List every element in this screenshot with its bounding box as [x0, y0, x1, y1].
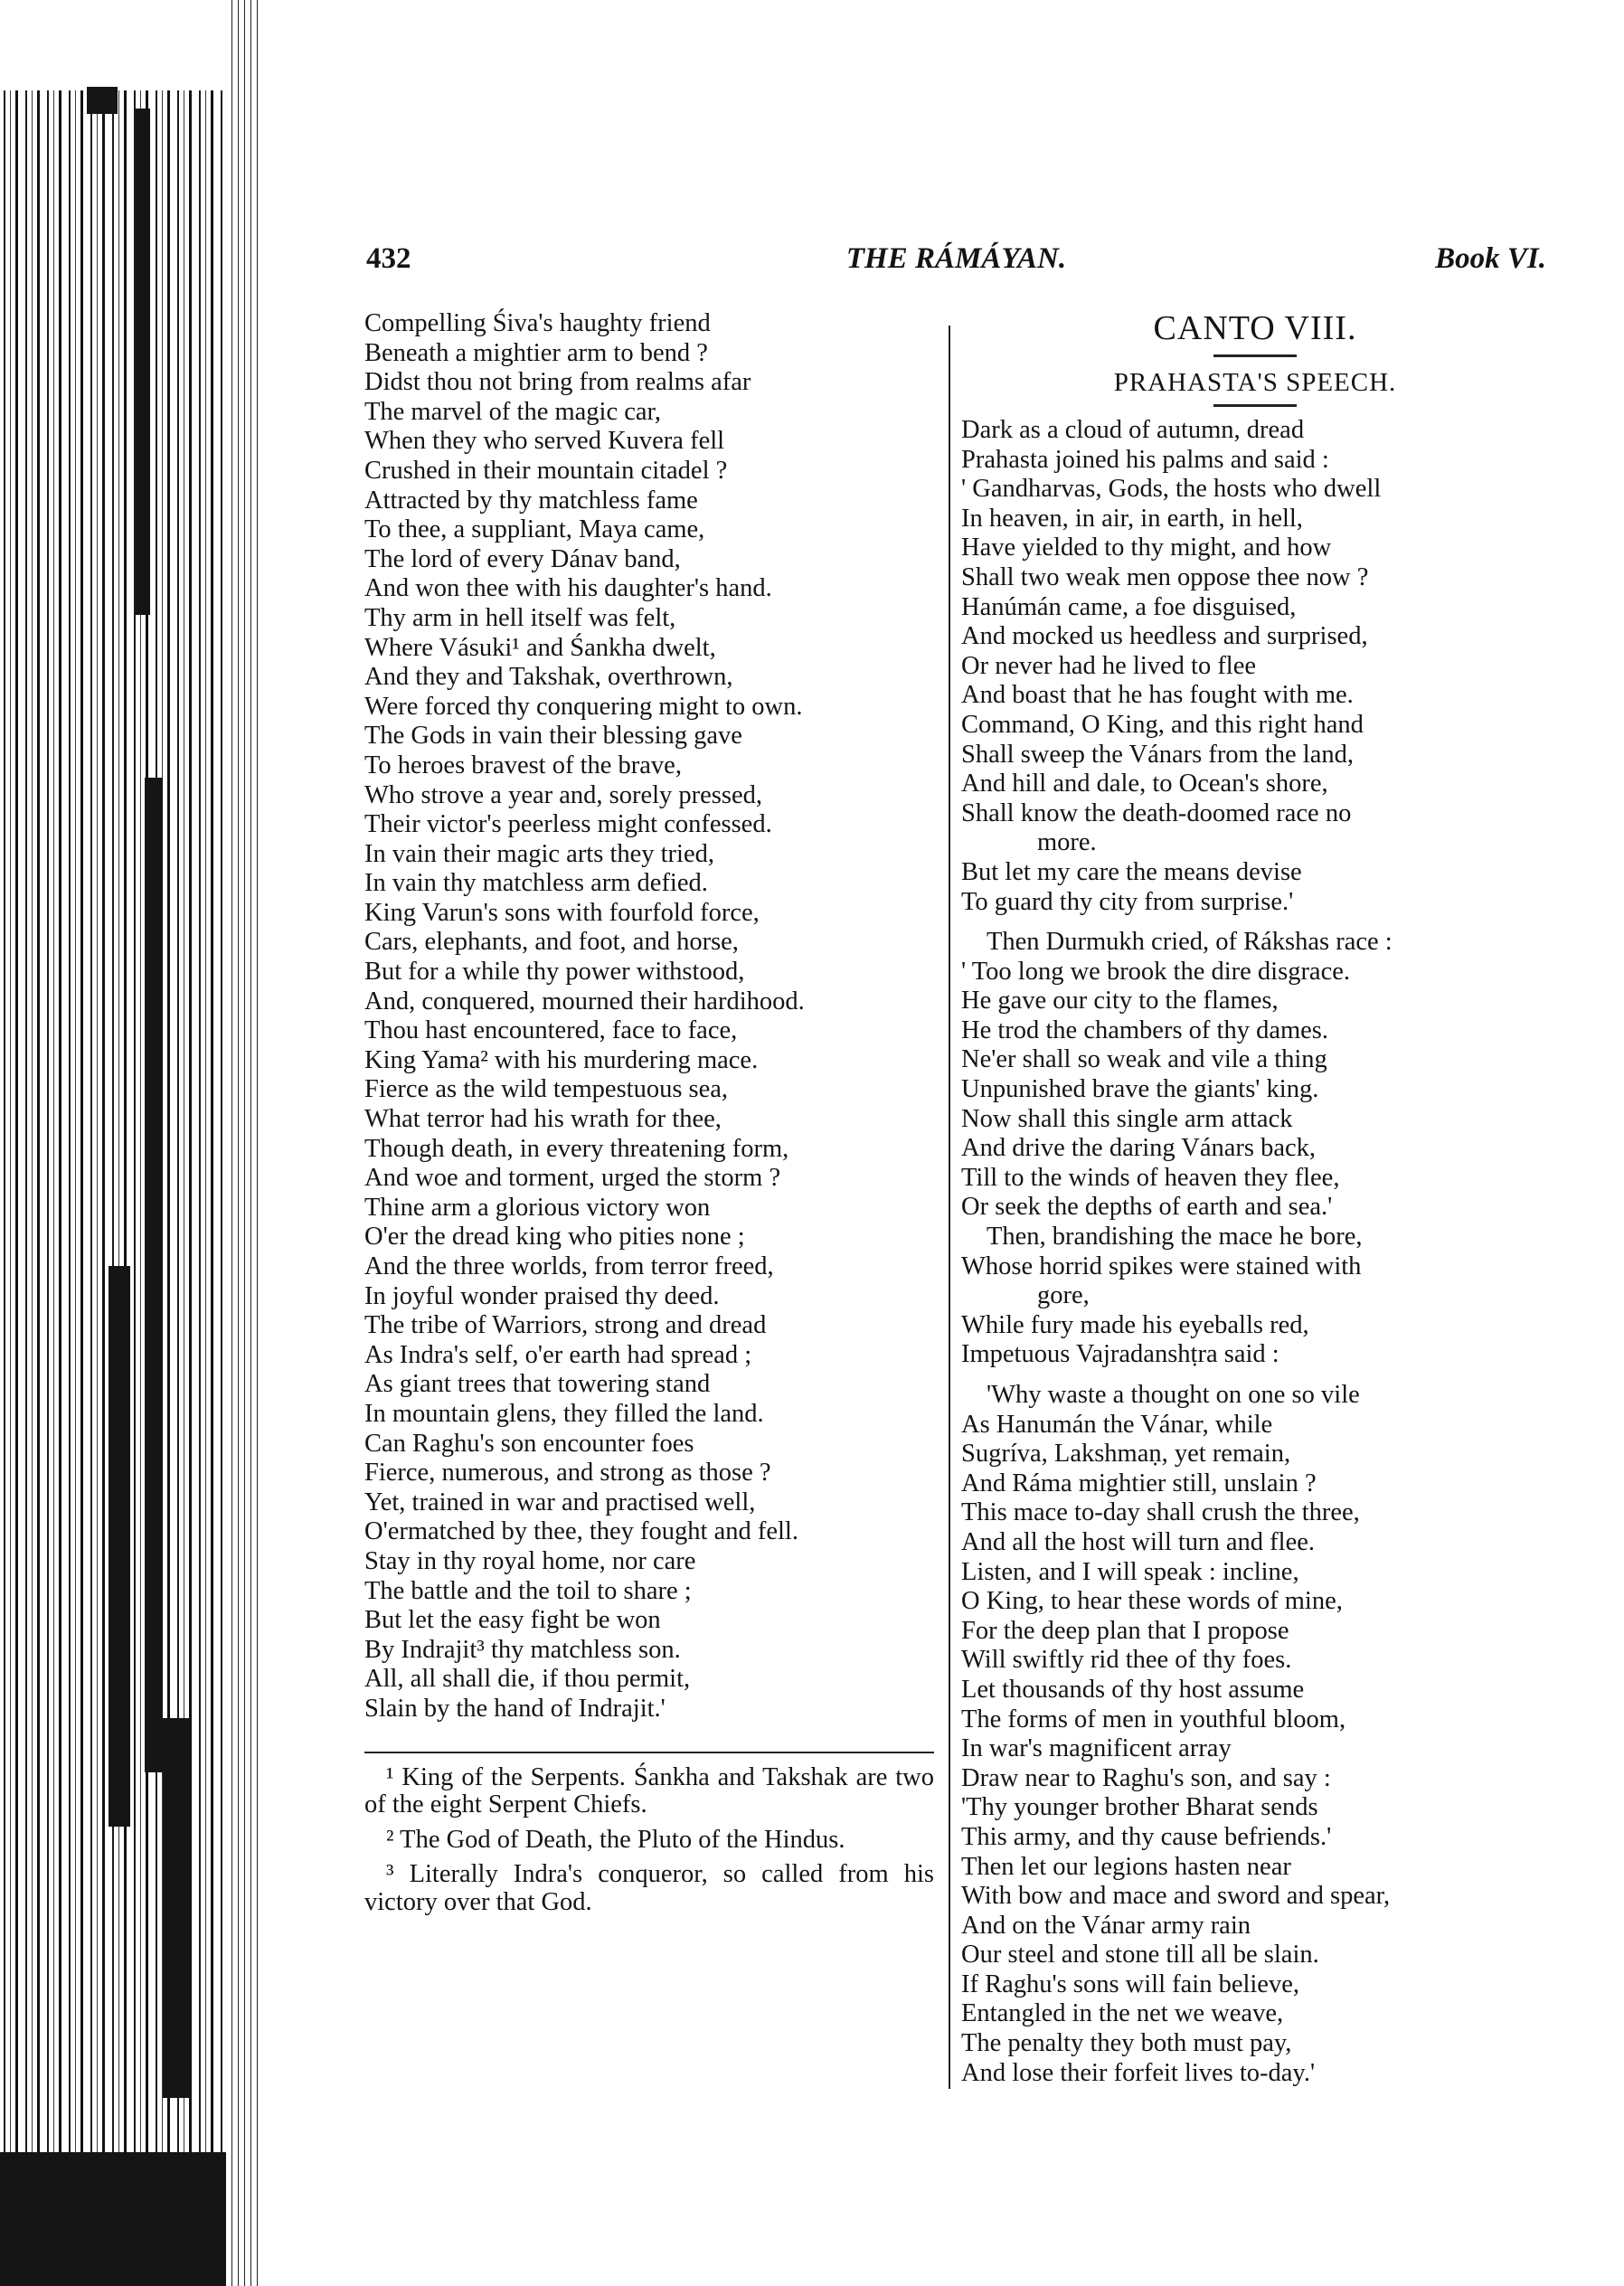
verse-line: Stay in thy royal home, nor care	[364, 1546, 696, 1575]
left-verse	[364, 309, 934, 1724]
verse-line: And boast that he has fought with me.	[961, 681, 1354, 710]
verse-line: Draw near to Raghu's son, and say :	[961, 1763, 1331, 1792]
verse-line: Were forced thy conquering might to own.	[364, 692, 803, 721]
verse-line: Till to the winds of heaven they flee,	[961, 1163, 1340, 1192]
verse-line: Shall sweep the Vánars from the land,	[961, 740, 1354, 769]
verse-line: The marvel of the magic car,	[364, 397, 662, 426]
verse-line: Thy arm in hell itself was felt,	[364, 603, 676, 632]
verse-line: In heaven, in air, in earth, in hell,	[961, 504, 1303, 533]
verse-line: Entangled in the net we weave,	[961, 1999, 1284, 2028]
verse-line: Their victor's peerless might confessed.	[364, 810, 772, 839]
verse-line: Beneath a mightier arm to bend ?	[364, 338, 708, 367]
page-number: 432	[366, 242, 411, 275]
edge-mark	[145, 778, 163, 1772]
verse-line: And, conquered, mourned their hardihood.	[364, 987, 805, 1015]
verse-line: O'er the dread king who pities none ;	[364, 1223, 745, 1252]
verse-line: O King, to hear these words of mine,	[961, 1587, 1343, 1616]
verse-line: Now shall this single arm attack	[961, 1104, 1293, 1133]
verse-line: All, all shall die, if thou permit,	[364, 1665, 691, 1694]
verse-line: By Indrajit³ thy matchless son.	[364, 1635, 681, 1664]
verse-line: Will swiftly rid thee of thy foes.	[961, 1646, 1292, 1675]
column-divider	[949, 326, 950, 2089]
verse-line: And on the Vánar army rain	[961, 1911, 1251, 1940]
verse-line: Compelling Śiva's haughty friend	[364, 309, 711, 337]
verse-line: Then, brandishing the mace he bore,	[987, 1223, 1363, 1252]
edge-mark	[136, 109, 150, 615]
verse-line: Then let our legions hasten near	[961, 1852, 1291, 1881]
verse-line: Fierce as the wild tempestuous sea,	[364, 1075, 729, 1104]
right-column	[961, 307, 1549, 2088]
verse-line: Our steel and stone till all be slain.	[961, 1941, 1319, 1970]
verse-line: Crushed in their mountain citadel ?	[364, 456, 728, 485]
verse-line: What terror had his wrath for thee,	[364, 1105, 722, 1134]
verse-line: As Hanumán the Vánar, while	[961, 1410, 1273, 1439]
verse-line: Though death, in every threatening form,	[364, 1134, 789, 1163]
verse-line: When they who served Kuvera fell	[364, 427, 725, 456]
verse-line: In vain their magic arts they tried,	[364, 839, 714, 868]
verse-line: Thou hast encountered, face to face,	[364, 1016, 738, 1045]
running-title: THE RÁMÁYAN.	[845, 242, 1067, 275]
footnote-3: ³ Literally Indra's conqueror, so called from his victory over that God.	[364, 1860, 934, 1916]
verse-line: The lord of every Dánav band,	[364, 544, 681, 573]
book-label: Book VI.	[1435, 242, 1546, 275]
verse-line: Dark as a cloud of autumn, dread	[961, 416, 1305, 444]
verse-line: gore,	[1037, 1281, 1090, 1310]
subtitle-rule	[1213, 404, 1297, 407]
verse-line: Attracted by thy matchless fame	[364, 486, 698, 515]
verse-line: And won thee with his daughter's hand.	[364, 574, 772, 603]
verse-line: Let thousands of thy host assume	[961, 1675, 1305, 1704]
verse-line: He trod the chambers of thy dames.	[961, 1015, 1328, 1044]
verse-line: Who strove a year and, sorely pressed,	[364, 780, 763, 809]
verse-line: Where Vásuki¹ and Śankha dwelt,	[364, 633, 716, 662]
verse-line: In vain thy matchless arm defied.	[364, 869, 708, 898]
verse-line: To heroes bravest of the brave,	[364, 751, 682, 779]
footnotes	[364, 1764, 934, 1917]
scanned-page-edge	[0, 0, 262, 2286]
verse-line: Then Durmukh cried, of Rákshas race :	[987, 928, 1393, 957]
edge-mark	[109, 1266, 130, 1827]
verse-line: Can Raghu's son encounter foes	[364, 1429, 694, 1458]
verse-line: King Yama² with his murdering mace.	[364, 1045, 759, 1074]
verse-line: If Raghu's sons will fain believe,	[961, 1970, 1299, 1998]
stanza-1	[961, 416, 1549, 917]
verse-line: To thee, a suppliant, Maya came,	[364, 515, 705, 544]
verse-line: Listen, and I will speak : incline,	[961, 1557, 1299, 1586]
edge-mark	[0, 2152, 226, 2286]
verse-line: The battle and the toil to share ;	[364, 1576, 692, 1605]
verse-line: But let the easy fight be won	[364, 1606, 661, 1635]
verse-line: And the three worlds, from terror freed,	[364, 1252, 774, 1280]
left-column	[364, 309, 934, 1923]
verse-line: Yet, trained in war and practised well,	[364, 1488, 756, 1516]
verse-line: He gave our city to the flames,	[961, 987, 1279, 1015]
verse-line: Unpunished brave the giants' king.	[961, 1075, 1319, 1104]
page-header	[366, 242, 1546, 282]
verse-line: Shall two weak men oppose thee now ?	[961, 562, 1369, 591]
stanza-3	[961, 1381, 1549, 2088]
verse-line: And Ráma mightier still, unslain ?	[961, 1469, 1317, 1497]
canto-subtitle: PRAHASTA'S SPEECH.	[1113, 368, 1397, 397]
verse-line: And mocked us heedless and surprised,	[961, 622, 1368, 651]
verse-line: But let my care the means devise	[961, 857, 1302, 886]
verse-line: The penalty they both must pay,	[961, 2029, 1292, 2058]
verse-line: The forms of men in youthful bloom,	[961, 1705, 1346, 1733]
verse-line: O'ermatched by thee, they fought and fell.	[364, 1517, 798, 1546]
verse-line: Hanúmán came, a foe disguised,	[961, 592, 1297, 621]
verse-line: This mace to-day shall crush the three,	[961, 1498, 1360, 1527]
verse-line: With bow and mace and sword and spear,	[961, 1882, 1391, 1911]
verse-line: Didst thou not bring from realms afar	[364, 368, 751, 397]
verse-line: King Varun's sons with fourfold force,	[364, 898, 760, 927]
canto-heading: CANTO VIII.	[1153, 309, 1357, 347]
verse-line: In war's magnificent array	[961, 1734, 1232, 1763]
verse-line: But for a while thy power withstood,	[364, 958, 745, 987]
verse-line: The tribe of Warriors, strong and dread	[364, 1311, 767, 1340]
verse-line: ' Gandharvas, Gods, the hosts who dwell	[961, 475, 1382, 504]
verse-line: 'Thy younger brother Bharat sends	[961, 1793, 1318, 1822]
verse-line: And drive the daring Vánars back,	[961, 1134, 1317, 1163]
verse-line: For the deep plan that I propose	[961, 1616, 1289, 1645]
verse-line: As giant trees that towering stand	[364, 1370, 711, 1399]
verse-line: Thine arm a glorious victory won	[364, 1193, 711, 1222]
verse-line: Ne'er shall so weak and vile a thing	[961, 1045, 1327, 1074]
edge-mark	[87, 87, 118, 114]
verse-line: The Gods in vain their blessing gave	[364, 722, 742, 751]
verse-line: Or seek the depths of earth and sea.'	[961, 1193, 1333, 1222]
verse-line: Shall know the death-doomed race no	[961, 798, 1352, 827]
verse-line: And all the host will turn and flee.	[961, 1527, 1315, 1556]
footnote-rule	[364, 1752, 934, 1753]
verse-line: Fierce, numerous, and strong as those ?	[364, 1459, 771, 1488]
verse-line: Impetuous Vajradanshṭra said :	[961, 1340, 1279, 1369]
verse-line: Slain by the hand of Indrajit.'	[364, 1694, 666, 1723]
verse-line: While fury made his eyeballs red,	[961, 1310, 1309, 1339]
verse-line: In mountain glens, they filled the land.	[364, 1399, 764, 1428]
verse-line: Sugríva, Lakshmaṇ, yet remain,	[961, 1440, 1291, 1469]
verse-line: ' Too long we brook the dire disgrace.	[961, 957, 1351, 986]
verse-line: Or never had he lived to flee	[961, 651, 1257, 680]
edge-mark	[163, 1718, 190, 2098]
verse-line: And lose their forfeit lives to-day.'	[961, 2058, 1316, 2087]
verse-line: 'Why waste a thought on one so vile	[987, 1381, 1360, 1409]
stanza-2	[961, 928, 1549, 1370]
verse-line: Have yielded to thy might, and how	[961, 534, 1332, 562]
verse-line: Command, O King, and this right hand	[961, 710, 1364, 739]
footnote-2: ² The God of Death, the Pluto of the Hindus.	[386, 1825, 845, 1854]
verse-line: more.	[1037, 828, 1097, 857]
heading-rule	[1213, 354, 1297, 357]
verse-line: And woe and torment, urged the storm ?	[364, 1164, 781, 1193]
verse-line: Whose horrid spikes were stained with	[961, 1252, 1362, 1280]
verse-line: In joyful wonder praised thy deed.	[364, 1281, 720, 1310]
verse-line: And they and Takshak, overthrown,	[364, 663, 733, 692]
verse-line: Prahasta joined his palms and said :	[961, 445, 1329, 474]
verse-line: Cars, elephants, and foot, and horse,	[364, 928, 739, 957]
verse-line: This army, and thy cause befriends.'	[961, 1822, 1332, 1851]
verse-line: To guard thy city from surprise.'	[961, 887, 1294, 916]
verse-line: And hill and dale, to Ocean's shore,	[961, 770, 1328, 798]
verse-line: As Indra's self, o'er earth had spread ;	[364, 1340, 752, 1369]
footnote-1: ¹ King of the Serpents. Śankha and Takshak are two of the eight Serpent Chiefs.	[364, 1762, 934, 1819]
